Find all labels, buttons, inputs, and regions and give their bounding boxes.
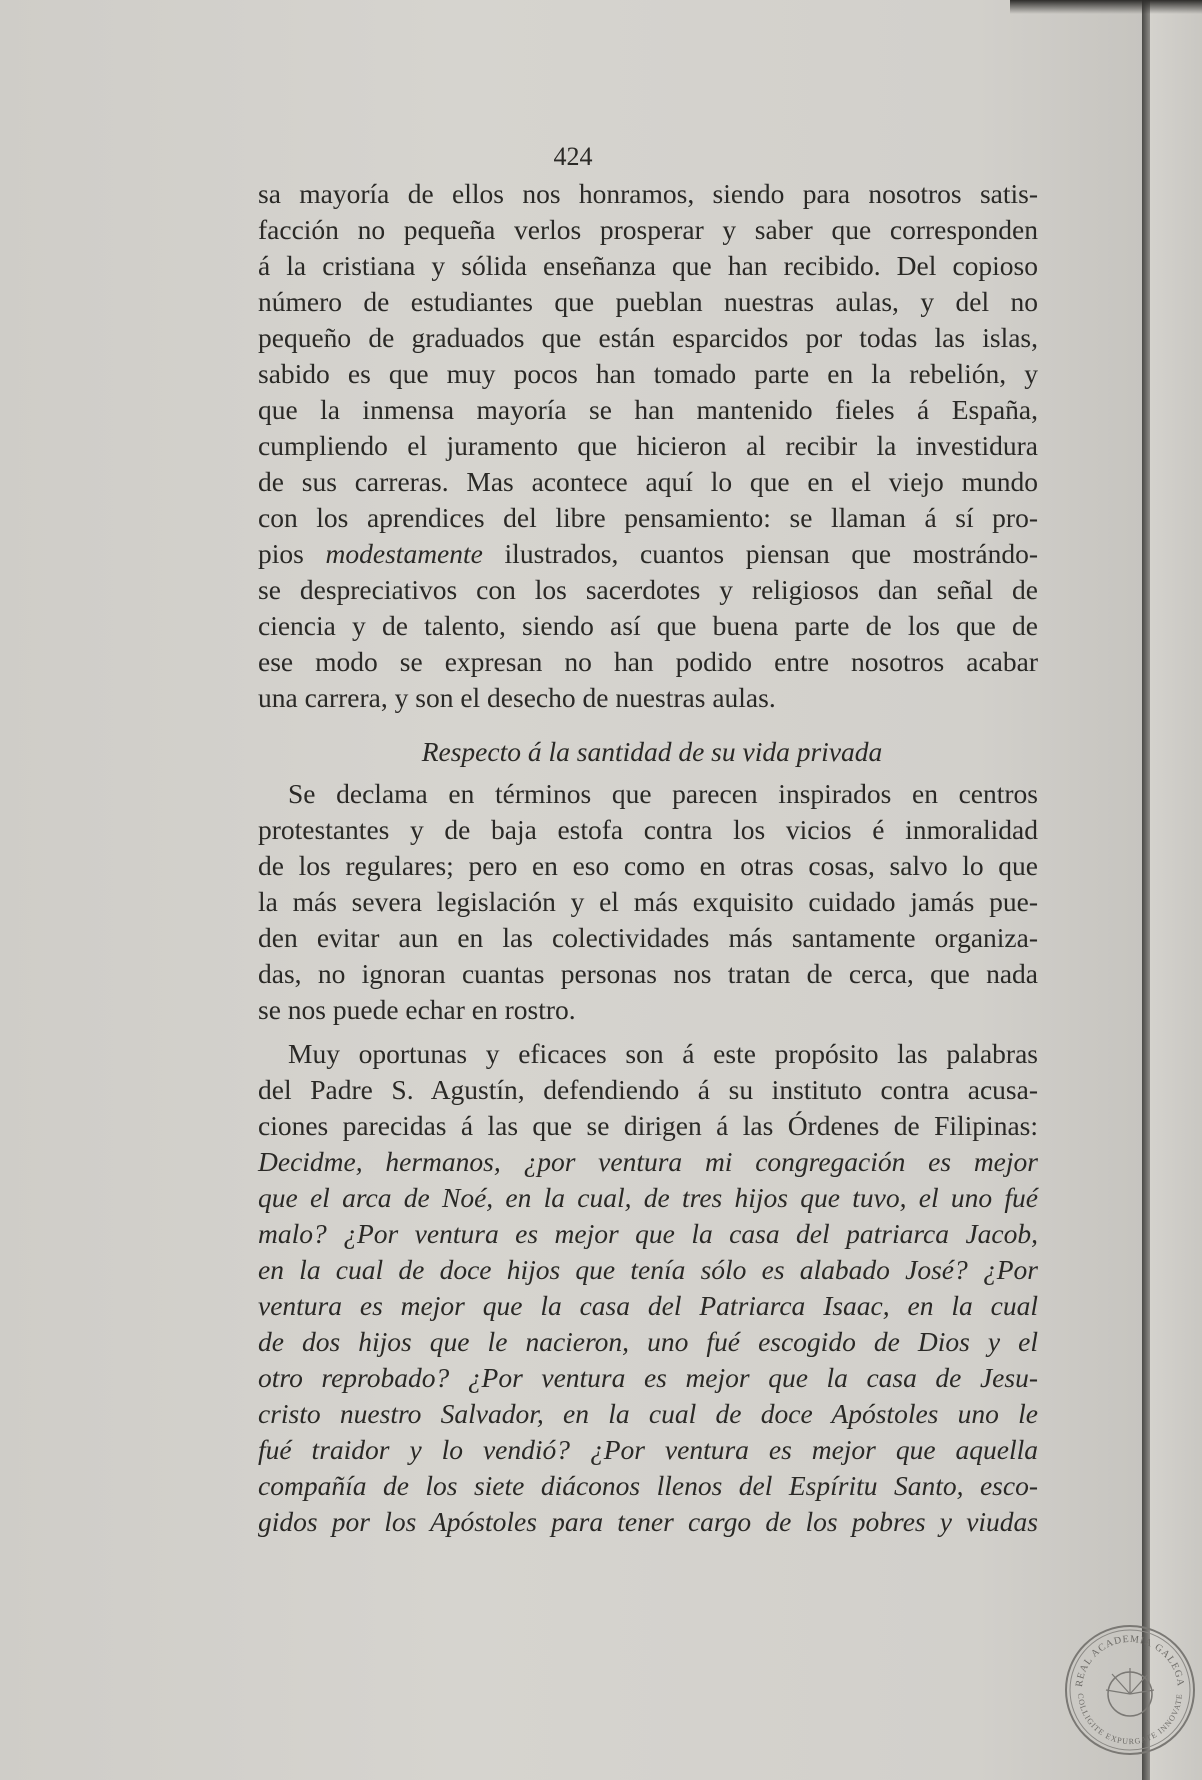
text-line: sa mayoría de ellos nos honramos, siendo para nosotros satis-	[258, 178, 1038, 209]
paragraph-3	[258, 1036, 1038, 1144]
paragraph-1	[258, 176, 1038, 536]
text-line: ciones parecidas á las que se dirigen á las Órdenes de Filipinas:	[258, 1110, 1038, 1141]
text-line: cristo nuestro Salvador, en la cual de doce Apóstoles uno le	[258, 1398, 1038, 1429]
text-line: una carrera, y son el desecho de nuestras aulas.	[258, 682, 776, 713]
section-heading: Respecto á la santidad de su vida privada	[421, 736, 883, 767]
text-line: ese modo se expresan no han podido entre nosotros acabar	[258, 646, 1038, 677]
text-line: pequeño de graduados que están esparcidos por todas las islas,	[258, 322, 1038, 353]
text-line: den evitar aun en las colectividades más santamente organiza-	[258, 922, 1038, 953]
text-line: ciencia y de talento, siendo así que buena parte de los que de	[258, 610, 1038, 641]
text-line: compañía de los siete diáconos llenos del Espíritu Santo, esco-	[258, 1470, 1038, 1501]
text-line: ventura es mejor que la casa del Patriarca Isaac, en la cual	[258, 1290, 1038, 1321]
text-line: sabido es que muy pocos han tomado parte en la rebelión, y	[258, 358, 1038, 389]
text-line: Muy oportunas y eficaces son á este propósito las palabras	[288, 1038, 1038, 1069]
text-line: cumpliendo el juramento que hicieron al recibir la investidura	[258, 430, 1038, 461]
svg-text:REAL ACADEMIA GALEGA: REAL ACADEMIA GALEGA	[1074, 1633, 1187, 1688]
text-line: la más severa legislación y el más exquisito cuidado jamás pue-	[258, 886, 1038, 917]
text-line: con los aprendices del libre pensamiento: se llaman á sí pro-	[258, 502, 1038, 533]
page-body	[258, 176, 1038, 1540]
text-line: se despreciativos con los sacerdotes y religiosos dan señal de	[258, 574, 1038, 605]
paragraph-2	[258, 776, 1038, 1028]
text-line: á la cristiana y sólida enseñanza que han recibido. Del copioso	[258, 250, 1038, 281]
text-line: número de estudiantes que pueblan nuestras aulas, y del no	[258, 286, 1038, 317]
text-line: de dos hijos que le nacieron, uno fué escogido de Dios y el	[258, 1326, 1038, 1357]
text-line: gidos por los Apóstoles para tener cargo de los pobres y viudas	[258, 1506, 1038, 1537]
text-line: Decidme, hermanos, ¿por ventura mi congregación es mejor	[258, 1146, 1038, 1177]
text-line: que el arca de Noé, en la cual, de tres hijos que tuvo, el uno fué	[258, 1182, 1038, 1213]
emphasis-word: modestamente	[325, 538, 483, 569]
text-line: fué traidor y lo vendió? ¿Por ventura es mejor que aquella	[258, 1434, 1038, 1465]
page-number: 424	[553, 142, 593, 171]
text-line: pios modestamente ilustrados, cuantos piensan que mostrándo-	[258, 538, 1039, 569]
page-gutter	[1142, 0, 1150, 1780]
text-line: se nos puede echar en rostro.	[258, 994, 576, 1025]
library-seal	[1060, 1620, 1200, 1760]
adjacent-page-edge	[1150, 0, 1202, 1780]
paragraph-1-continued	[258, 572, 1038, 716]
text-line: de sus carreras. Mas acontece aquí lo que en el viejo mundo	[258, 466, 1038, 497]
text-line: Se declama en términos que parecen inspirados en centros	[288, 778, 1038, 809]
text-line: facción no pequeña verlos prosperar y saber que corresponden	[258, 214, 1038, 245]
text-line: protestantes y de baja estofa contra los vicios é inmoralidad	[258, 814, 1038, 845]
text-line: malo? ¿Por ventura es mejor que la casa del patriarca Jacob,	[258, 1218, 1038, 1249]
text-line: que la inmensa mayoría se han mantenido fieles á España,	[258, 394, 1038, 425]
text-line: de los regulares; pero en eso como en otras cosas, salvo lo que	[258, 850, 1038, 881]
text-line: otro reprobado? ¿Por ventura es mejor que la casa de Jesu-	[258, 1362, 1038, 1393]
svg-text:COLLIGITE EXPURGATE INNOVATE: COLLIGITE EXPURGATE INNOVATE	[1075, 1692, 1185, 1747]
text-line: en la cual de doce hijos que tenía sólo es alabado José? ¿Por	[258, 1254, 1038, 1285]
quotation	[258, 1144, 1038, 1540]
text-line: das, no ignoran cuantas personas nos tratan de cerca, que nada	[258, 958, 1038, 989]
text-line: del Padre S. Agustín, defendiendo á su instituto contra acusa-	[258, 1074, 1038, 1105]
scan-shadow	[1010, 0, 1202, 14]
